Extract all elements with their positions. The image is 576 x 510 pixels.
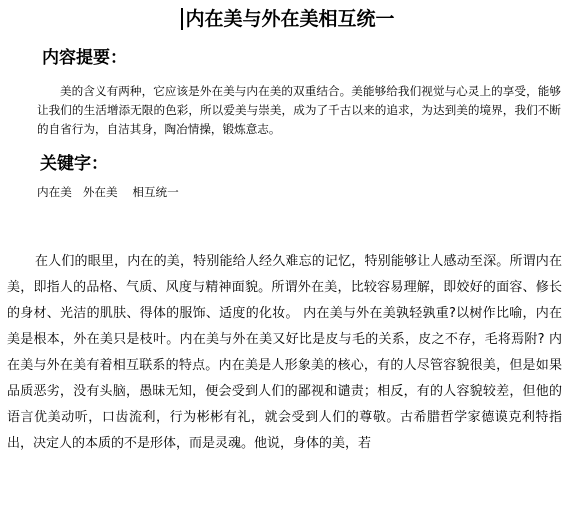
keywords-heading[interactable]: 关键字： bbox=[40, 154, 108, 174]
text-cursor bbox=[181, 8, 183, 30]
document-title[interactable]: 内在美与外在美相互统一 bbox=[185, 8, 395, 30]
body-paragraph[interactable]: 在人们的眼里，内在的美，特别能给人经久难忘的记忆，特别能够让人感动至深。所谓内在美，即指人的品格、气质、风度与精神面貌。所谓外在美，比较容易理解，即姣好的面容、修长的身材、光洁的肌肤、得体的服饰、适度的化妆。 内在美与外在美孰轻孰重?以树作比喻，内在美是根本，外在美只是枝叶。内在美与外在美又好比是皮与毛的关系，皮之不存，毛将焉附? 内在美与外在美有着相互联系的特点。内在美是人形象美的核心，有的人尽管容貌很美，但是如果品质恶劣，没有头脑，愚昧无知，便会受到人们的鄙视和谴责；相反，有的人容貌较差，但他的语言优美动听，口齿流利，行为彬彬有礼，就会受到人们的尊敬。古希腊哲学家德谟克利特指出，决定人的本质的不是形体，而是灵魂。他说，身体的美，若 bbox=[7, 254, 562, 451]
abstract-heading[interactable]: 内容提要： bbox=[42, 48, 127, 68]
title-row bbox=[0, 6, 576, 32]
abstract-paragraph[interactable]: 美的含义有两种，它应该是外在美与内在美的双重结合。美能够给我们视觉与心灵上的享受，能够让我们的生活增添无限的色彩，所以爱美与崇美，成为了千古以来的追求，为达到美的境界，我们不断的自省行为，自洁其身，陶冶情操，锻炼意志。 bbox=[37, 84, 561, 136]
keywords-line[interactable]: 内在美 外在美 相互统一 bbox=[37, 185, 179, 199]
